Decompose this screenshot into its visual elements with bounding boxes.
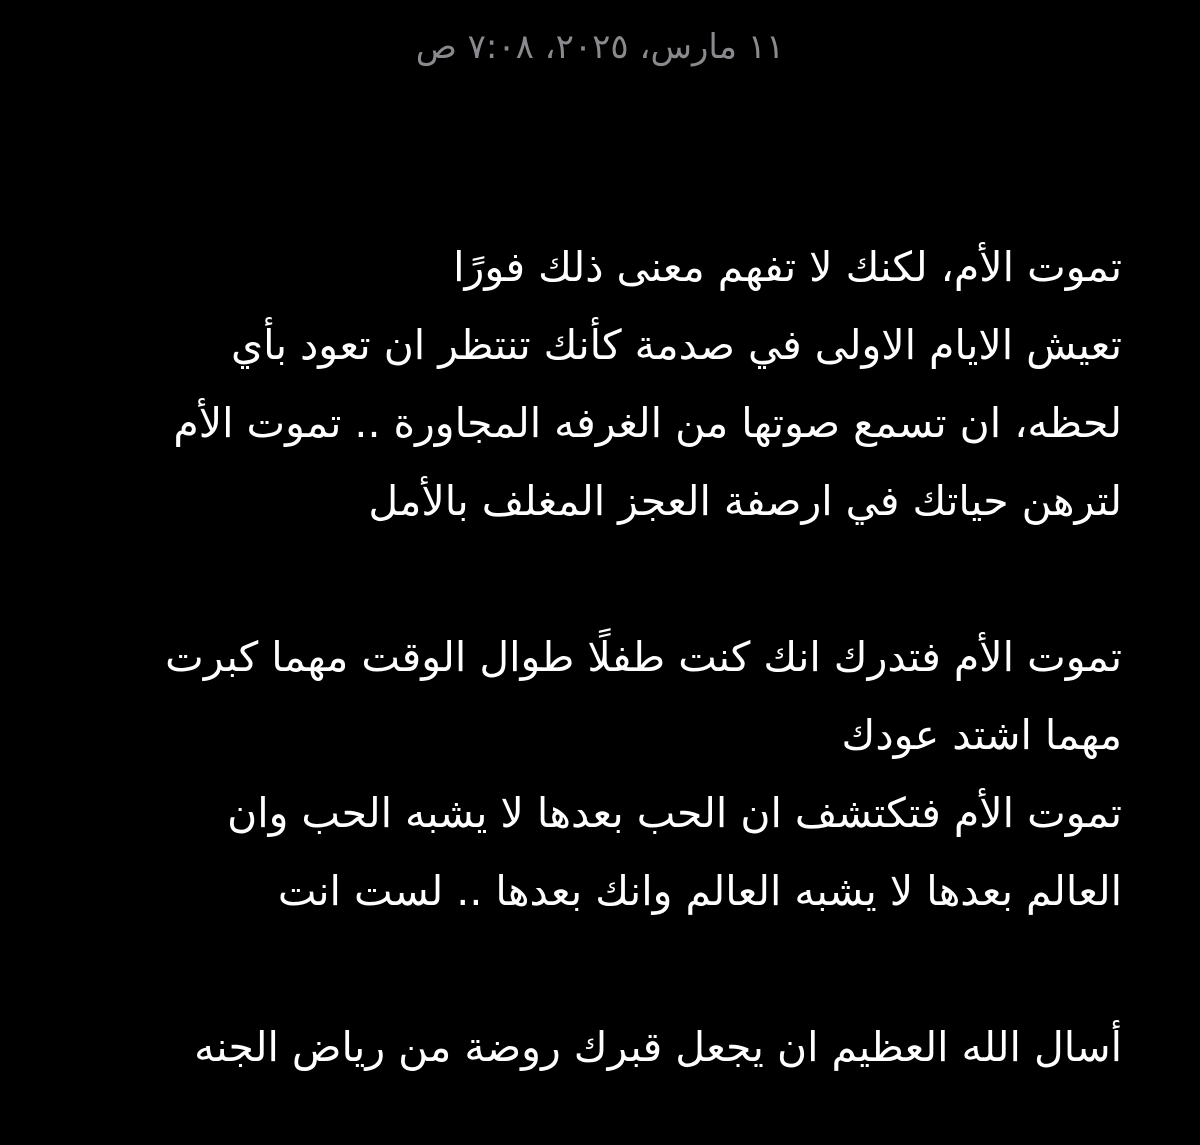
- note-blank-line-1: [62, 540, 1122, 618]
- note-line-2: تعيش الايام الاولى في صدمة كأنك تنتظر ان تعود بأي: [231, 321, 1122, 369]
- note-line-1: تموت الأم، لكنك لا تفهم معنى ذلك فورًا: [453, 243, 1122, 291]
- note-line-4: لترهن حياتك في ارصفة العجز المغلف بالأمل: [368, 477, 1122, 525]
- note-line-6: مهما اشتد عودك: [841, 711, 1122, 759]
- note-blank-line-2: [62, 930, 1122, 1008]
- note-line-9: أسال الله العظيم ان يجعل قبرك روضة من رياض الجنه: [194, 1023, 1122, 1071]
- note-line-8: العالم بعدها لا يشبه العالم وانك بعدها .. لست انت: [277, 867, 1122, 915]
- note-line-3: لحظه، ان تسمع صوتها من الغرفه المجاورة .. تموت الأم: [173, 399, 1122, 447]
- note-line-5: تموت الأم فتدرك انك كنت طفلًا طوال الوقت مهما كبرت: [165, 633, 1122, 681]
- note-line-7: تموت الأم فتكتشف ان الحب بعدها لا يشبه الحب وان: [227, 789, 1122, 837]
- note-body-text[interactable]: [62, 228, 1122, 1086]
- note-timestamp: ١١ مارس، ٢٠٢٥، ٧:٠٨ ص: [415, 27, 785, 67]
